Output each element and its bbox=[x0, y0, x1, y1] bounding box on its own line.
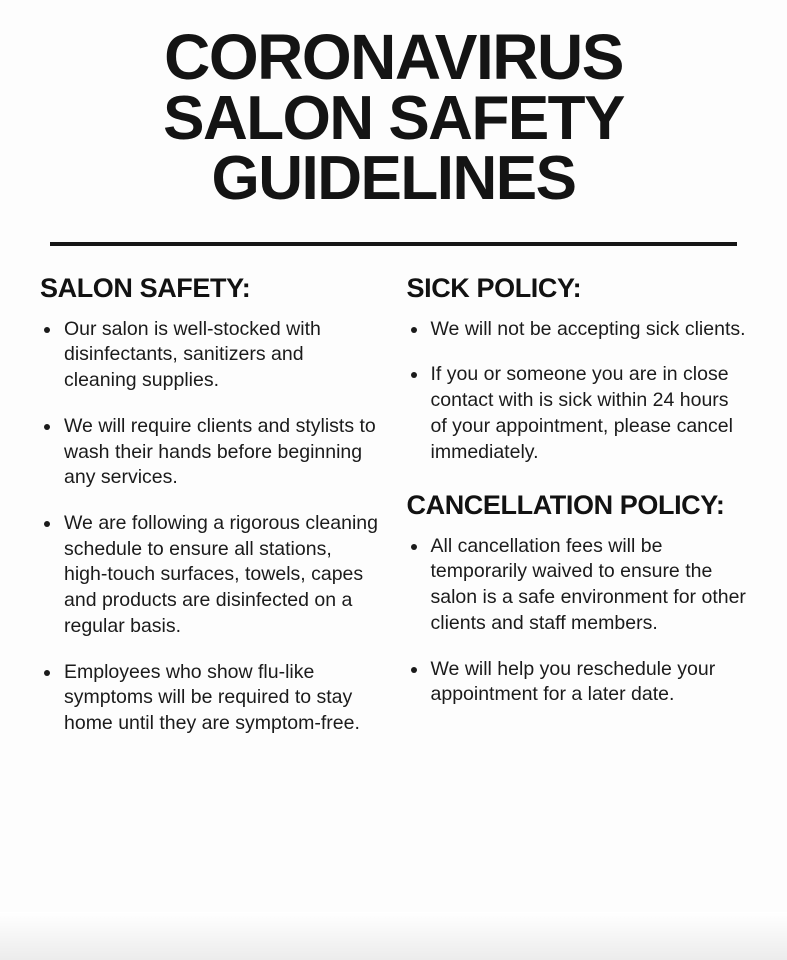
salon-safety-list bbox=[40, 317, 381, 737]
list-item: Employees who show flu-like symptoms will be required to stay home until they are symptom-free. bbox=[40, 660, 381, 737]
title-divider bbox=[50, 242, 737, 246]
salon-safety-heading: SALON SAFETY: bbox=[40, 273, 251, 304]
sick-policy-list bbox=[407, 317, 748, 466]
list-item: If you or someone you are in close contact with is sick within 24 hours of your appointment, please cancel immediately. bbox=[407, 362, 748, 465]
list-item: We will help you reschedule your appointment for a later date. bbox=[407, 657, 748, 708]
list-item: All cancellation fees will be temporarily waived to ensure the salon is a safe environment for other clients and staff members. bbox=[407, 534, 748, 637]
sick-policy-heading: SICK POLICY: bbox=[406, 273, 582, 304]
list-item: We will require clients and stylists to wash their hands before beginning any services. bbox=[40, 414, 381, 491]
list-item: We are following a rigorous cleaning schedule to ensure all stations, high-touch surfaces, towels, capes and products are disinfected on a regular basis. bbox=[40, 511, 381, 640]
policies-column bbox=[407, 274, 748, 737]
cancellation-policy-list bbox=[407, 534, 748, 708]
content-columns bbox=[40, 274, 747, 737]
cancellation-policy-heading: CANCELLATION POLICY: bbox=[406, 490, 725, 521]
title-line-1: CORONAVIRUS bbox=[164, 21, 623, 93]
list-item: Our salon is well-stocked with disinfectants, sanitizers and cleaning supplies. bbox=[40, 317, 381, 394]
salon-safety-column bbox=[40, 274, 381, 737]
title-line-2: SALON SAFETY bbox=[163, 83, 624, 153]
list-item: We will not be accepting sick clients. bbox=[407, 317, 748, 343]
page-bottom-shadow bbox=[0, 912, 787, 960]
title-line-3: GUIDELINES bbox=[211, 144, 576, 214]
poster-title bbox=[40, 21, 747, 214]
